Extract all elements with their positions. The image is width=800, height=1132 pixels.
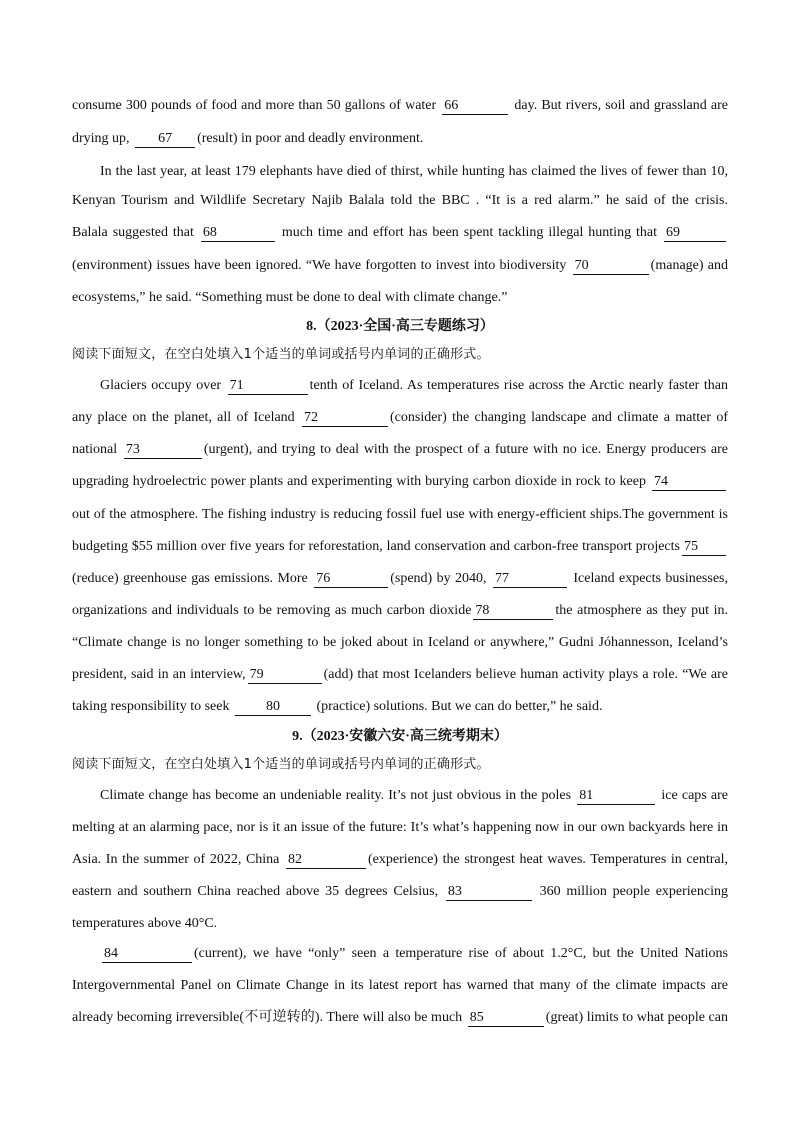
answer-blank-82: 82 <box>286 852 366 869</box>
passage-line <box>72 882 728 902</box>
answer-blank-66: 66 <box>442 98 508 115</box>
text-segment: melting at an alarming pace, nor is it an issue of the future: It’s what’s happening now in our own backyards here in <box>72 820 728 835</box>
text-segment: eastern and southern China reached above 35 degrees Celsius, <box>72 884 444 899</box>
text-segment: ecosystems,” he said. “Something must be done to deal with climate change.” <box>72 290 508 305</box>
text-segment: Glaciers occupy over <box>100 378 226 393</box>
passage-line <box>100 162 728 182</box>
text-segment: much time and effort has been spent tackling illegal hunting that <box>276 225 662 240</box>
section-heading: 8.（2023·全国·高三专题练习） <box>306 319 494 334</box>
answer-blank-70: 70 <box>573 258 649 275</box>
text-segment: Balala suggested that <box>72 225 199 240</box>
text-segment: out of the atmosphere. The fishing industry is reducing fossil fuel use with energy-efficient ships.The government is <box>72 507 728 522</box>
passage-line <box>72 256 728 276</box>
text-segment: (practice) solutions. But we can do better,” he said. <box>312 699 603 714</box>
passage-line <box>72 96 728 116</box>
text-segment: upgrading hydroelectric power plants and experimenting with burying carbon dioxide in rock to keep <box>72 474 650 489</box>
text-segment: (urgent), and trying to deal with the prospect of a future with no ice. Energy producers are <box>203 442 728 457</box>
passage-line <box>72 850 728 870</box>
text-segment: Intergovernmental Panel on Climate Change in its latest report has warned that many of the climate impacts are <box>72 978 728 993</box>
text-segment: (result) in poor and deadly environment. <box>197 131 424 146</box>
text-segment: (manage) and <box>650 258 728 273</box>
text-segment: consume 300 pounds of food and more than 50 gallons of water <box>72 98 441 113</box>
text-segment: tenth of Iceland. As temperatures rise across the Arctic nearly faster than <box>309 378 728 393</box>
text-segment: already becoming irreversible(不可逆转的). There will also be much <box>72 1010 466 1025</box>
text-segment: president, said in an interview, <box>72 667 246 682</box>
answer-blank-73: 73 <box>124 442 202 459</box>
text-segment: (add) that most Icelanders believe human activity plays a role. “We are <box>323 667 728 682</box>
passage-line <box>72 129 728 149</box>
passage-line <box>100 944 728 964</box>
passage-line <box>100 376 728 396</box>
passage-line <box>72 472 728 492</box>
answer-blank-75: 75 <box>682 539 726 556</box>
text-segment: day. But rivers, soil and grassland are <box>510 98 728 113</box>
answer-blank-83: 83 <box>446 884 532 901</box>
passage-line <box>100 786 728 806</box>
answer-blank-69: 69 <box>664 225 726 242</box>
text-segment: (spend) by 2040, <box>390 571 491 586</box>
answer-blank-67: 67 <box>135 131 195 148</box>
text-segment: national <box>72 442 122 457</box>
passage-line <box>72 633 728 653</box>
text-segment: 360 million people experiencing <box>533 884 728 899</box>
text-segment: Kenyan Tourism and Wildlife Secretary Najib Balala told the BBC . “It is a red alarm.” he said of the crisis. <box>72 193 728 208</box>
text-segment: organizations and individuals to be removing as much carbon dioxide <box>72 603 472 618</box>
text-segment: ice caps are <box>657 788 728 803</box>
answer-blank-76: 76 <box>314 571 388 588</box>
passage-line <box>72 1008 728 1028</box>
answer-blank-85: 85 <box>468 1010 544 1027</box>
answer-blank-84: 84 <box>102 946 192 963</box>
text-segment: “Climate change is no longer something to be joked about in Iceland or anywhere,” Gudni Jóhannesson, Iceland’s <box>72 635 728 650</box>
passage-line <box>72 537 728 557</box>
text-segment: (consider) the changing landscape and climate a matter of <box>390 410 729 425</box>
text-segment: In the last year, at least 179 elephants have died of thirst, while hunting has claimed the lives of fewer than 10, <box>100 164 728 179</box>
passage-line <box>72 408 728 428</box>
passage-line <box>72 914 728 934</box>
text-segment: Climate change has become an undeniable reality. It’s not just obvious in the poles <box>100 788 576 803</box>
passage-line <box>72 505 728 525</box>
section-instruction: 阅读下面短文，在空白处填入1个适当的单词或括号内单词的正确形式。 <box>72 347 490 362</box>
answer-blank-81: 81 <box>577 788 655 805</box>
text-segment: Asia. In the summer of 2022, China <box>72 852 285 867</box>
section-instruction: 阅读下面短文，在空白处填入1个适当的单词或括号内单词的正确形式。 <box>72 757 490 772</box>
text-segment: temperatures above 40°C. <box>72 916 218 931</box>
answer-blank-74: 74 <box>652 474 726 491</box>
passage-line <box>72 191 728 211</box>
text-segment: any place on the planet, all of Iceland <box>72 410 300 425</box>
answer-blank-80: 80 <box>235 699 311 716</box>
text-segment: taking responsibility to seek <box>72 699 233 714</box>
text-segment: budgeting $55 million over five years for reforestation, land conservation and carbon-free transport projects <box>72 539 680 554</box>
answer-blank-71: 71 <box>228 378 308 395</box>
passage-line <box>72 569 728 589</box>
text-segment: (reduce) greenhouse gas emissions. More <box>72 571 313 586</box>
passage-line <box>72 818 728 838</box>
text-segment: Iceland expects businesses, <box>568 571 728 586</box>
passage-line <box>72 665 728 685</box>
text-segment: (experience) the strongest heat waves. Temperatures in central, <box>368 852 728 867</box>
text-segment: (environment) issues have been ignored. “We have forgotten to invest into biodiversity <box>72 258 571 273</box>
text-segment: (great) limits to what people can <box>545 1010 728 1025</box>
answer-blank-68: 68 <box>201 225 275 242</box>
passage-line <box>72 697 728 717</box>
answer-blank-78: 78 <box>473 603 553 620</box>
answer-blank-79: 79 <box>248 667 322 684</box>
passage-line <box>72 223 728 243</box>
text-segment: drying up, <box>72 131 134 146</box>
passage-line <box>72 976 728 996</box>
passage-line <box>72 288 728 308</box>
answer-blank-77: 77 <box>493 571 567 588</box>
text-segment: the atmosphere as they put in. <box>555 603 728 618</box>
text-segment: (current), we have “only” seen a temperature rise of about 1.2°C, but the United Nations <box>194 946 728 961</box>
section-heading: 9.（2023·安徽六安·高三统考期末） <box>292 729 508 744</box>
passage-line <box>72 440 728 460</box>
answer-blank-72: 72 <box>302 410 388 427</box>
passage-line <box>72 601 728 621</box>
